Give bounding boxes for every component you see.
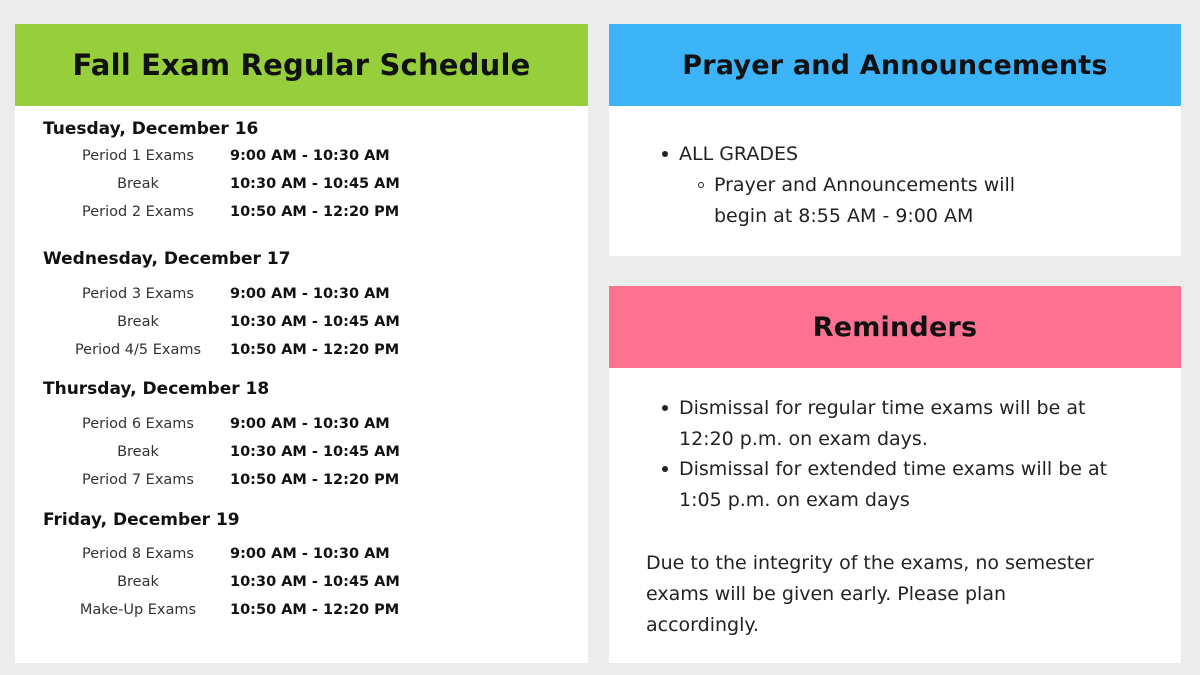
schedule-row	[15, 338, 588, 362]
schedule-row	[15, 570, 588, 594]
reminders-card	[609, 286, 1181, 663]
prayer-card	[609, 24, 1181, 256]
row-label: Break	[117, 176, 159, 192]
bullet-icon	[662, 151, 668, 157]
reminder-line: 1:05 p.m. on exam days	[679, 489, 910, 511]
day-title: Wednesday, December 17	[43, 249, 291, 269]
reminder-line: Dismissal for regular time exams will be at	[679, 397, 1086, 419]
reminders-title: Reminders	[609, 286, 1181, 368]
schedule-row	[15, 598, 588, 622]
schedule-row	[15, 468, 588, 492]
schedule-row	[15, 412, 588, 436]
row-label: Period 1 Exams	[82, 148, 194, 164]
reminder-line: Dismissal for extended time exams will be at	[679, 458, 1108, 480]
schedule-row	[15, 172, 588, 196]
row-label: Break	[117, 314, 159, 330]
row-label: Period 4/5 Exams	[74, 342, 202, 358]
schedule-row	[15, 282, 588, 306]
day-title: Tuesday, December 16	[43, 119, 259, 139]
schedule-card	[15, 24, 588, 663]
reminder-note-line: exams will be given early. Please plan	[646, 583, 1007, 605]
row-time: 10:30 AM - 10:45 AM	[230, 574, 400, 590]
row-time: 10:50 AM - 12:20 PM	[230, 602, 400, 618]
schedule-row	[15, 542, 588, 566]
row-time: 10:30 AM - 10:45 AM	[230, 444, 400, 460]
bullet-icon	[662, 466, 668, 472]
schedule-row	[15, 144, 588, 168]
schedule-row	[15, 200, 588, 224]
reminder-note-line: Due to the integrity of the exams, no semester	[646, 552, 1094, 574]
prayer-sub-line: begin at 8:55 AM - 9:00 AM	[714, 205, 974, 227]
row-time: 9:00 AM - 10:30 AM	[230, 416, 390, 432]
prayer-sub-line: Prayer and Announcements will	[714, 174, 1016, 196]
prayer-bullet: ALL GRADES	[679, 143, 799, 165]
row-time: 10:50 AM - 12:20 PM	[230, 472, 400, 488]
row-label: Break	[117, 574, 159, 590]
bullet-icon	[662, 405, 668, 411]
row-time: 10:30 AM - 10:45 AM	[230, 314, 400, 330]
row-label: Period 8 Exams	[82, 546, 194, 562]
prayer-title: Prayer and Announcements	[609, 24, 1181, 106]
sub-bullet-icon	[698, 182, 704, 188]
row-time: 10:50 AM - 12:20 PM	[230, 342, 400, 358]
row-label: Period 3 Exams	[82, 286, 194, 302]
row-time: 9:00 AM - 10:30 AM	[230, 148, 390, 164]
row-time: 10:50 AM - 12:20 PM	[230, 204, 400, 220]
row-time: 9:00 AM - 10:30 AM	[230, 286, 390, 302]
row-time: 10:30 AM - 10:45 AM	[230, 176, 400, 192]
day-title: Thursday, December 18	[43, 379, 270, 399]
schedule-title: Fall Exam Regular Schedule	[15, 24, 588, 106]
row-label: Period 7 Exams	[82, 472, 194, 488]
row-label: Period 6 Exams	[82, 416, 194, 432]
row-label: Period 2 Exams	[82, 204, 194, 220]
day-title: Friday, December 19	[43, 510, 240, 530]
reminder-note-line: accordingly.	[646, 614, 759, 636]
schedule-row	[15, 310, 588, 334]
schedule-row	[15, 440, 588, 464]
row-label: Break	[117, 444, 159, 460]
reminder-line: 12:20 p.m. on exam days.	[679, 428, 928, 450]
row-time: 9:00 AM - 10:30 AM	[230, 546, 390, 562]
row-label: Make-Up Exams	[79, 602, 197, 618]
